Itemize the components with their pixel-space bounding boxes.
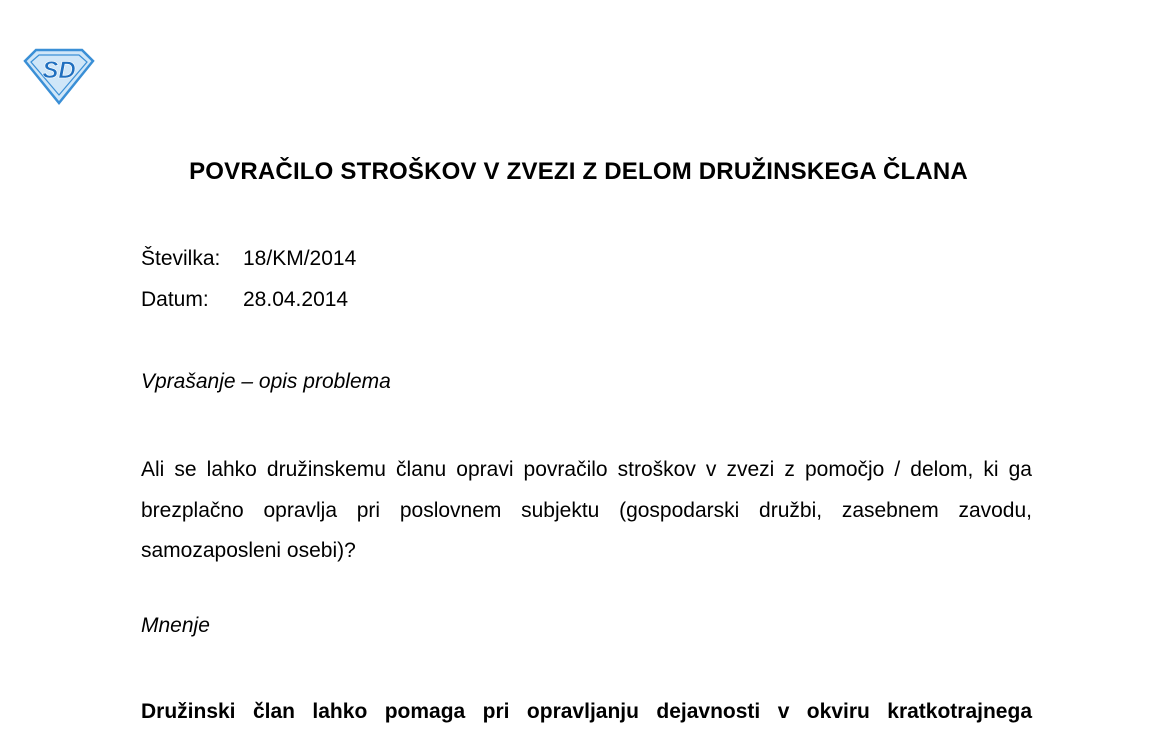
date-value: 28.04.2014: [243, 288, 349, 311]
number-label: Številka:: [141, 247, 221, 270]
document-title: POVRAČILO STROŠKOV V ZVEZI Z DELOM DRUŽINSKEGA ČLANA: [189, 158, 968, 185]
date-row: [141, 288, 348, 312]
number-value: 18/KM/2014: [243, 247, 357, 270]
opinion-paragraph: Družinski član lahko pomaga pri opravljanju dejavnosti v okviru kratkotrajnega: [141, 700, 1032, 723]
date-label: Datum:: [141, 288, 209, 311]
opinion-heading: Mnenje: [141, 614, 210, 637]
sd-shield-logo-icon: [22, 47, 96, 105]
number-row: [141, 247, 356, 271]
logo-text: SD: [42, 57, 76, 84]
question-heading: Vprašanje – opis problema: [141, 370, 391, 393]
question-paragraph: Ali se lahko družinskemu članu opravi povračilo stroškov v zvezi z pomočjo / delom, ki ga brezplačno opravlja pri poslovnem subjektu (gospodarski družbi, zasebnem zavodu, samozaposleni osebi)?: [141, 458, 1032, 562]
